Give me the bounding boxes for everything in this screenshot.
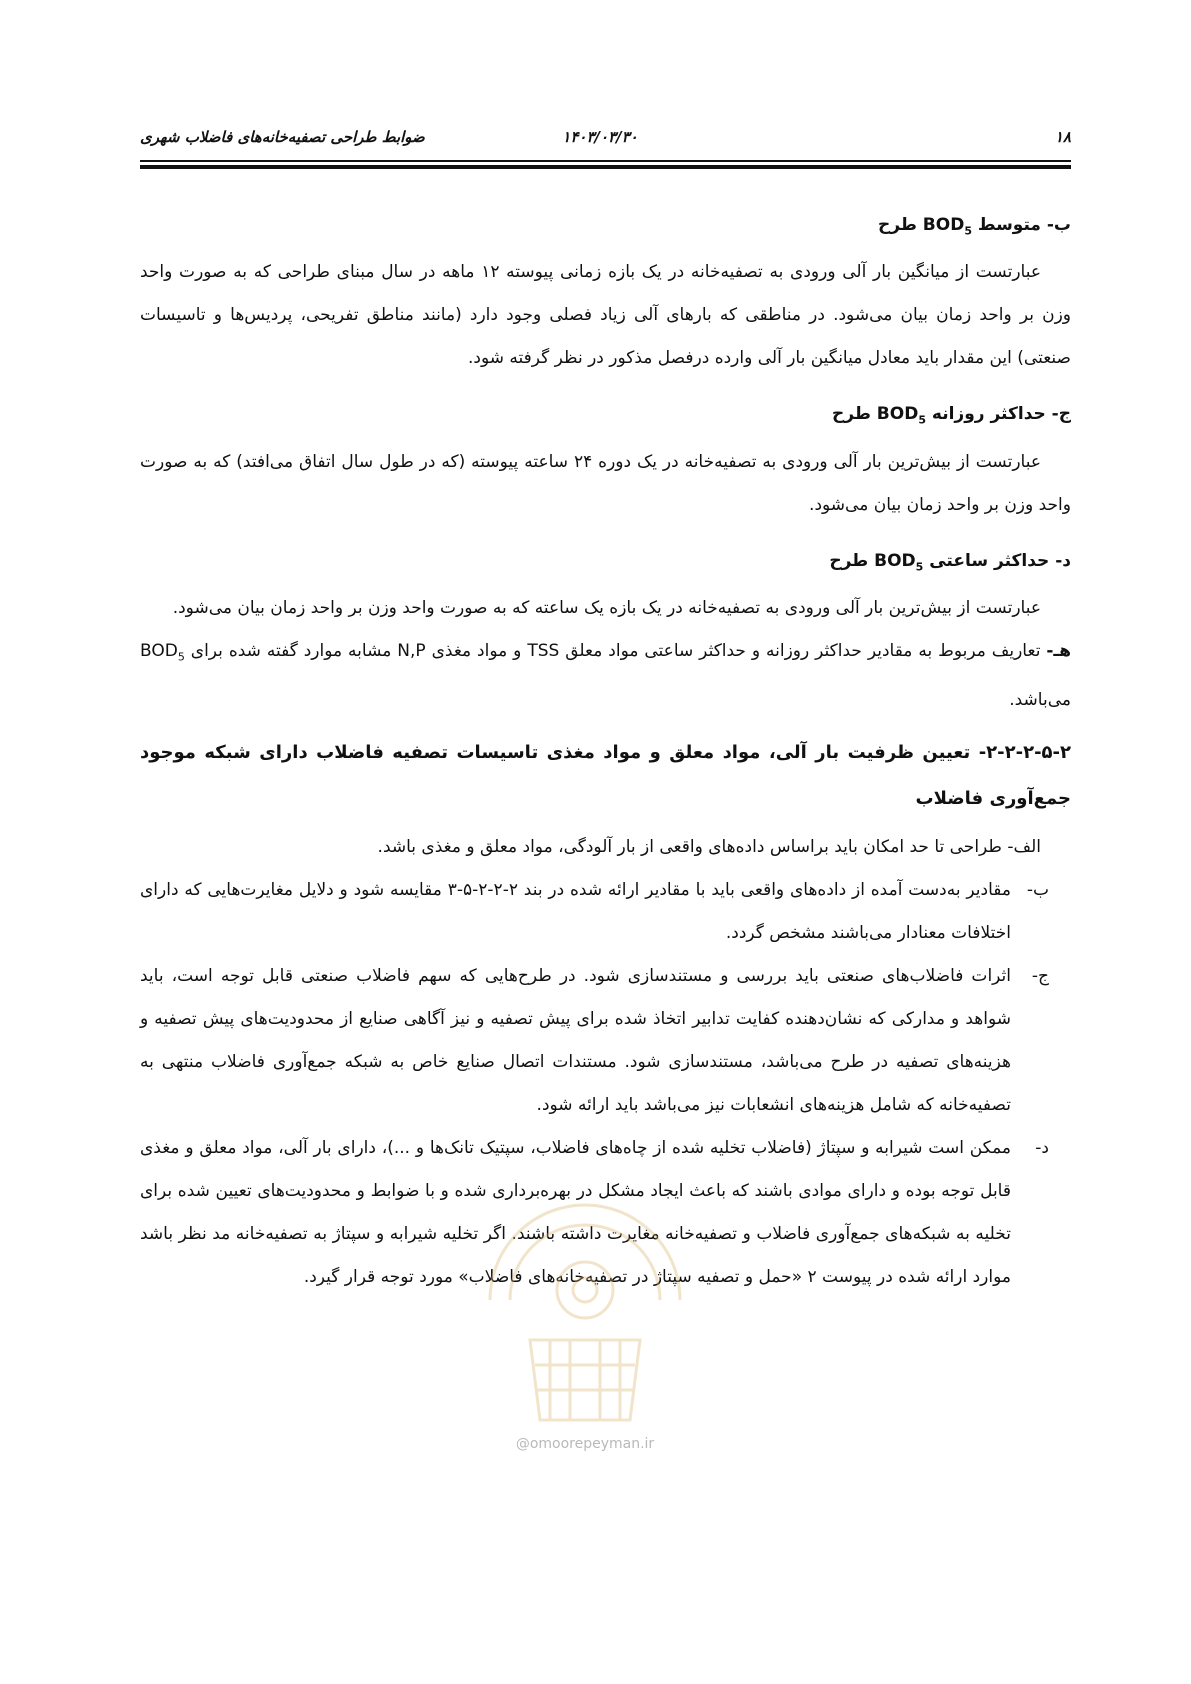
watermark-text: @omoorepeyman.ir — [515, 1436, 655, 1452]
header-rule-thick — [140, 165, 1071, 169]
header-rule-thin — [140, 160, 1071, 162]
watermark-seal-icon — [470, 1180, 700, 1440]
paragraph-h: هـ- تعاریف مربوط به مقادیر حداکثر روزانه و حداکثر ساعتی مواد معلق TSS و مواد مغذی N,P مشابه موارد گفته شده برای $BOD_5$ می‌باشد. — [140, 641, 1072, 710]
heading-b: ب- متوسط $BOD_5$ طرح — [878, 215, 1071, 238]
list-marker: ج- — [1031, 965, 1049, 986]
section-title: ۲-۲-۲-۵-۲- تعیین ظرفیت بار آلی، مواد معلق و مواد مغذی تاسیسات تصفیه فاضلاب دارای شبکه موجود جمع‌آوری فاضلاب — [140, 741, 1071, 809]
heading-j: ج- حداکثر روزانه $BOD_5$ طرح — [832, 404, 1071, 427]
list-text: طراحی تا حد امکان باید براساس داده‌های واقعی از بار آلودگی، مواد معلق و مغذی باشد. — [377, 836, 1008, 857]
paragraph-b: عبارتست از میانگین بار آلی ورودی به تصفیه‌خانه در یک بازه زمانی پیوسته ۱۲ ماهه در سال مبنای طراحی که به صورت واحد وزن بر واحد زمان بیان می‌شود. در مناطقی که بارهای آلی زیاد فصلی وجود دارد (مانند مناطق تفریحی، پردیس‌ها و تاسیسات صنعتی) این مقدار باید معادل میانگین بار آلی وارده درفصل مذکور در نظر گرفته شود. — [140, 262, 1071, 369]
list-marker: الف- — [1007, 836, 1041, 857]
list-item — [140, 869, 1071, 955]
heading-d: د- حداکثر ساعتی $BOD_5$ طرح — [829, 550, 1071, 574]
list-marker: د- — [1035, 1137, 1049, 1158]
list-text: مقادیر به‌دست آمده از داده‌های واقعی باید با مقادیر ارائه شده در بند ۲-۲-۲-۵-۳ مقایسه شود و دلایل مغایرت‌هایی که دارای اختلافات معنادار می‌باشند مشخص گردد. — [140, 879, 1011, 943]
list-text: اثرات فاضلاب‌های صنعتی باید بررسی و مستندسازی شود. در طرح‌هایی که سهم فاضلاب صنعتی قابل توجه است، باید شواهد و مدارکی که نشان‌دهنده کفایت تدابیر اتخاذ شده برای پیش تصفیه و نیز آگاهی صنایع از محدودیت‌های پیش تصفیه و هزینه‌های تصفیه در طرح می‌باشد، مستندسازی شود. مستندات اتصال صنایع خاص به شبکه جمع‌آوری فاضلاب منتهی به تصفیه‌خانه که شامل هزینه‌های انشعابات نیز می‌باشد باید ارائه شود. — [140, 965, 1011, 1115]
paragraph-d: عبارتست از بیش‌ترین بار آلی ورودی به تصفیه‌خانه در یک بازه یک ساعته که به صورت واحد وزن بر واحد زمان بیان می‌شود. — [172, 598, 1041, 619]
header-title: ضوابط طراحی تصفیه‌خانه‌های فاضلاب شهری — [140, 128, 425, 146]
list-marker: ب- — [1026, 879, 1049, 900]
header-date: ۱۴۰۳/۰۳/۳۰ — [562, 128, 638, 146]
page-body — [140, 205, 1071, 1299]
paragraph-j: عبارتست از بیش‌ترین بار آلی ورودی به تصفیه‌خانه در یک دوره ۲۴ ساعته پیوسته (که در طول سال اتفاق می‌افتد) که به صورت واحد وزن بر واحد زمان بیان می‌شود. — [140, 451, 1071, 515]
list-item — [140, 826, 1071, 869]
list-text: ممکن است شیرابه و سپتاژ (فاضلاب تخلیه شده از چاه‌های فاضلاب، سپتیک تانک‌ها و ...)، دارای بار آلی، مواد معلق و مغذی قابل توجه بوده و دارای موادی باشند که باعث ایجاد مشکل در بهره‌برداری شده و با ضوابط و محدودیت‌های تعیین شده برای تخلیه به شبکه‌های جمع‌آوری فاضلاب و تصفیه‌خانه مغایرت داشته باشند. اگر تخلیه شیرابه و سپتاژ به تصفیه‌خانه مد نظر باشد موارد ارائه شده در پیوست ۲ «حمل و تصفیه سپتاژ در تصفیه‌خانه‌های فاضلاب» مورد توجه قرار گیرد. — [140, 1137, 1011, 1287]
list-item — [140, 955, 1071, 1127]
page-number: ۱۸ — [1054, 128, 1071, 146]
